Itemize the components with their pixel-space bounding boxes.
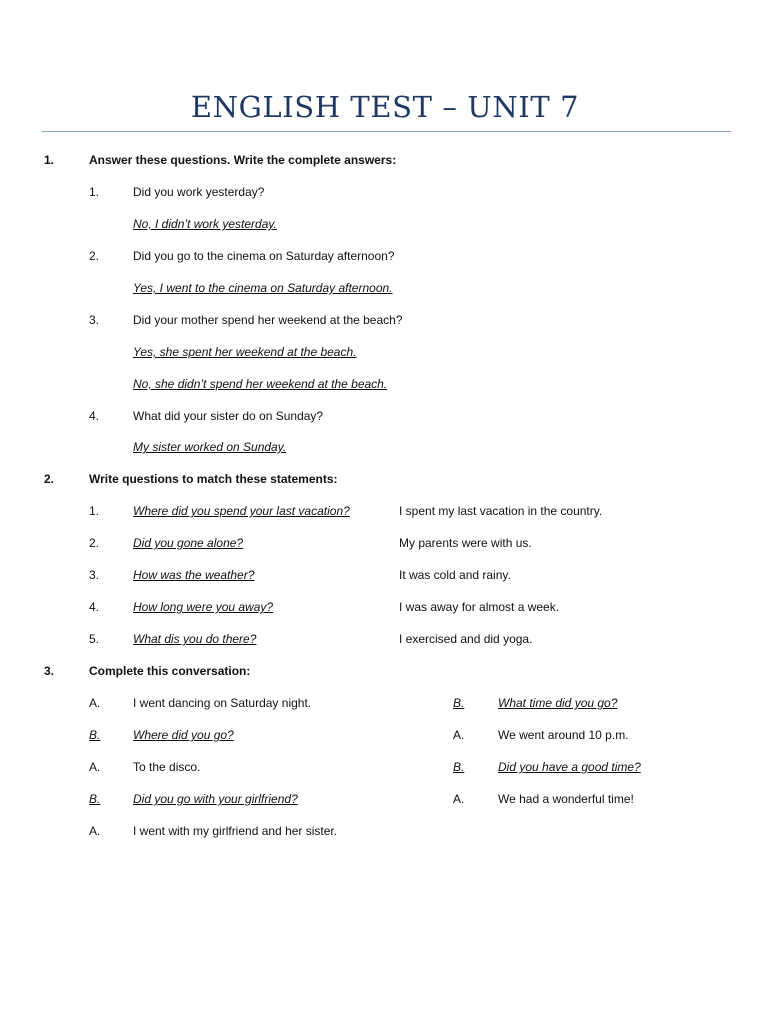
section3-number: 3. (44, 664, 55, 678)
s2-item3-question: How was the weather? (133, 568, 255, 582)
s3-right-1-speaker: B. (453, 696, 465, 710)
s3-right-2-text: We went around 10 p.m. (498, 728, 629, 742)
s3-right-1-text: What time did you go? (498, 696, 618, 710)
title-divider (42, 131, 731, 132)
s2-item1-statement: I spent my last vacation in the country. (399, 504, 603, 518)
s2-item4-statement: I was away for almost a week. (399, 600, 560, 614)
s1-q4-number: 4. (89, 409, 100, 423)
s2-item2-question: Did you gone alone? (133, 536, 244, 550)
s2-item4-question: How long were you away? (133, 600, 274, 614)
s3-right-4-text: We had a wonderful time! (498, 792, 634, 806)
s1-q2-answer: Yes, I went to the cinema on Saturday afternoon. (133, 281, 393, 295)
s1-q1-question: Did you work yesterday? (133, 185, 265, 199)
s1-q4-answer: My sister worked on Sunday. (133, 440, 287, 454)
s3-left-4-text: Did you go with your girlfriend? (133, 792, 298, 806)
s3-right-2-speaker: A. (453, 728, 465, 742)
section1-heading: Answer these questions. Write the complete answers: (89, 153, 397, 167)
s3-right-3-text: Did you have a good time? (498, 760, 641, 774)
s3-right-4-speaker: A. (453, 792, 465, 806)
s1-q2-number: 2. (89, 249, 100, 263)
s3-left-3-text: To the disco. (133, 760, 201, 774)
s2-item1-question: Where did you spend your last vacation? (133, 504, 350, 518)
s3-left-1-text: I went dancing on Saturday night. (133, 696, 312, 710)
s3-left-3-speaker: A. (89, 760, 101, 774)
s3-left-2-text: Where did you go? (133, 728, 234, 742)
section1-number: 1. (44, 153, 55, 167)
s1-q2-question: Did you go to the cinema on Saturday afternoon? (133, 249, 395, 263)
s3-right-3-speaker: B. (453, 760, 465, 774)
s3-left-2-speaker: B. (89, 728, 101, 742)
s2-item5-number: 5. (89, 632, 100, 646)
s2-item5-statement: I exercised and did yoga. (399, 632, 533, 646)
s2-item2-number: 2. (89, 536, 100, 550)
s3-left-4-speaker: B. (89, 792, 101, 806)
page-title: ENGLISH TEST – UNIT 7 (190, 90, 580, 124)
s3-left-5-text: I went with my girlfriend and her sister. (133, 824, 338, 838)
s1-q3-question: Did your mother spend her weekend at the beach? (133, 313, 403, 327)
s2-item5-question: What dis you do there? (133, 632, 257, 646)
s1-q3-answer-2: No, she didn’t spend her weekend at the beach. (133, 377, 388, 391)
s1-q3-number: 3. (89, 313, 100, 327)
s1-q1-answer: No, I didn’t work yesterday. (133, 217, 277, 231)
section2-number: 2. (44, 472, 55, 486)
s1-q4-question: What did your sister do on Sunday? (133, 409, 324, 423)
s2-item3-number: 3. (89, 568, 100, 582)
s3-left-1-speaker: A. (89, 696, 101, 710)
s1-q1-number: 1. (89, 185, 100, 199)
s2-item3-statement: It was cold and rainy. (399, 568, 511, 582)
section2-heading: Write questions to match these statements: (89, 472, 338, 486)
s2-item4-number: 4. (89, 600, 100, 614)
s3-left-5-speaker: A. (89, 824, 101, 838)
s1-q3-answer-1: Yes, she spent her weekend at the beach. (133, 345, 357, 359)
s2-item1-number: 1. (89, 504, 100, 518)
section3-heading: Complete this conversation: (89, 664, 251, 678)
s2-item2-statement: My parents were with us. (399, 536, 532, 550)
